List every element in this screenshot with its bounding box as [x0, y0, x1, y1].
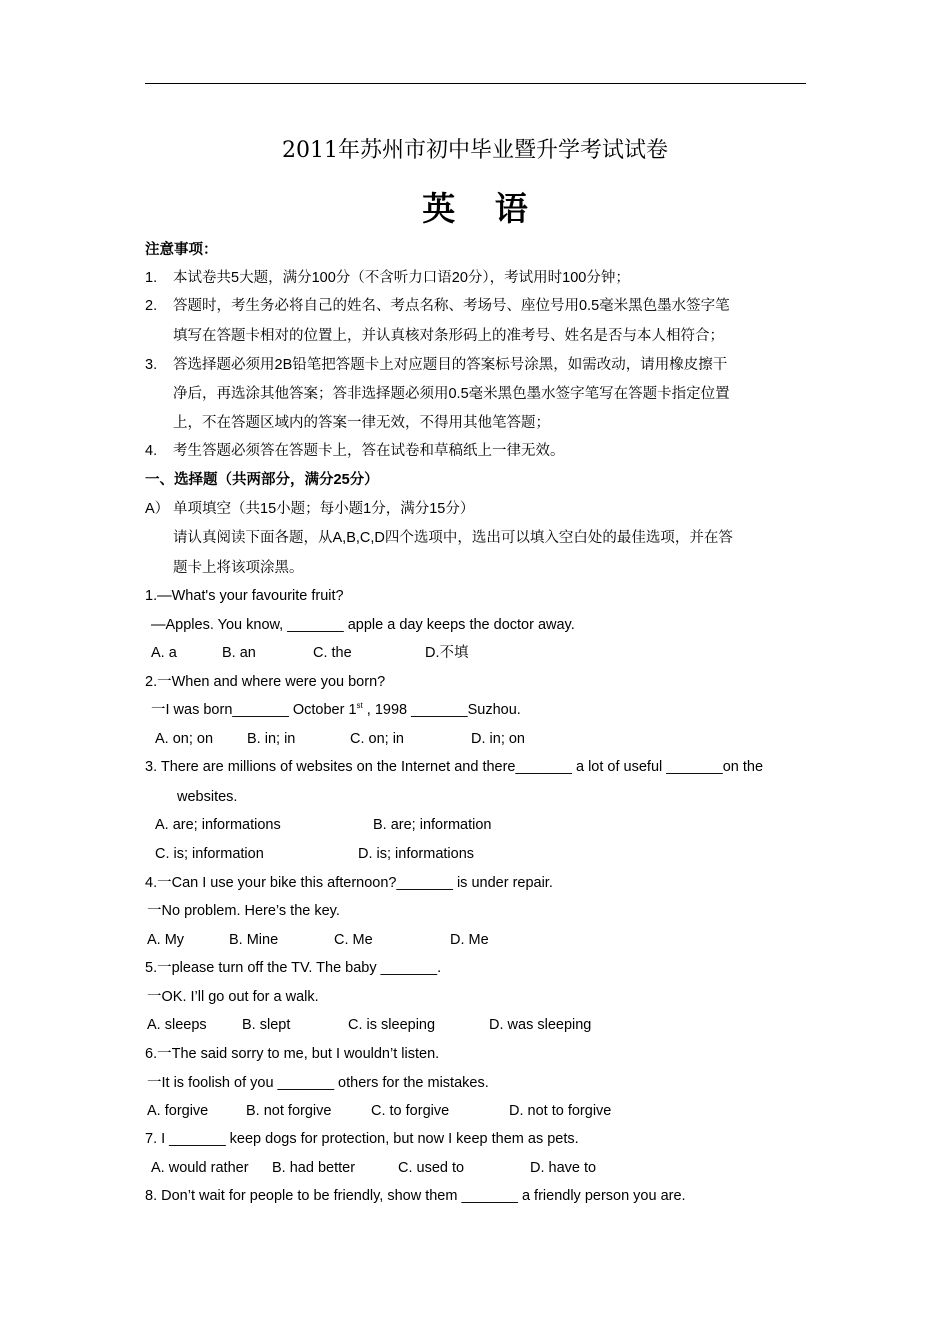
q2-reply [151, 700, 521, 720]
q7-option-d: D. have to [530, 1160, 597, 1176]
subject-title: 英 语 [422, 189, 542, 228]
q5-option-d: D. was sleeping [489, 1017, 592, 1033]
notice-num-1: 1. [145, 270, 158, 286]
q5-reply: 一OK. I’ll go out for a walk. [147, 989, 319, 1005]
notice-item-3-line3: 上，不在答题区域内的答案一律无效，不得用其他笔答题； [173, 415, 550, 431]
q2-stem: 2.一When and where were you born? [145, 674, 386, 690]
q2-reply-part2: , 1998 _______Suzhou. [362, 702, 521, 718]
q2-option-b: B. in; in [247, 731, 296, 747]
notice-item-2-line1: 答题时，考生务必将自己的姓名、考点名称、考场号、座位号用0.5毫米黑色墨水签字笔 [173, 298, 730, 314]
partA-label: A） [145, 501, 170, 517]
q7-stem: 7. I _______ keep dogs for protection, but now I keep them as pets. [145, 1131, 579, 1147]
notice-num-4: 4. [145, 443, 158, 459]
q5-option-b: B. slept [242, 1017, 291, 1033]
q5-stem: 5.一please turn off the TV. The baby _______. [145, 960, 442, 976]
q6-option-b: B. not forgive [246, 1103, 332, 1119]
q6-option-c: C. to forgive [371, 1103, 450, 1119]
q5-option-a: A. sleeps [147, 1017, 207, 1033]
notice-item-4: 考生答题必须答在答题卡上，答在试卷和草稿纸上一律无效。 [173, 443, 565, 459]
q7-option-c: C. used to [398, 1160, 465, 1176]
q3-option-c: C. is; information [155, 846, 264, 862]
q1-option-c: C. the [313, 645, 352, 661]
q2-reply-sup: st [356, 701, 363, 711]
q3-option-a: A. are; informations [155, 817, 281, 833]
notice-item-3-line1: 答选择题必须用2B铅笔把答题卡上对应题目的答案标号涂黑，如需改动，请用橡皮擦干 [173, 357, 728, 373]
q1-option-a: A. a [151, 645, 177, 661]
q3-stem-line1: 3. There are millions of websites on the Internet and there_______ a lot of useful _______on the [145, 759, 764, 775]
q1-stem: 1.—What's your favourite fruit? [145, 588, 344, 604]
q7-option-b: B. had better [272, 1160, 356, 1176]
q6-reply: 一It is foolish of you _______ others for the mistakes. [147, 1075, 489, 1091]
q1-option-b: B. an [222, 645, 256, 661]
q4-option-c: C. Me [334, 932, 373, 948]
q1-option-d: D.不填 [425, 645, 469, 661]
q7-option-a: A. would rather [151, 1160, 249, 1176]
exam-title: 2011年苏州市初中毕业暨升学考试试卷 [282, 138, 668, 163]
notice-heading: 注意事项： [145, 242, 218, 258]
notice-num-2: 2. [145, 298, 158, 314]
q4-option-b: B. Mine [229, 932, 279, 948]
q5-option-c: C. is sleeping [348, 1017, 436, 1033]
q3-option-d: D. is; informations [358, 846, 475, 862]
q6-option-a: A. forgive [147, 1103, 209, 1119]
q2-option-c: C. on; in [350, 731, 404, 747]
notice-item-1: 本试卷共5大题，满分100分（不含听力口语20分），考试用时100分钟； [173, 270, 630, 286]
q8-stem: 8. Don’t wait for people to be friendly, show them _______ a friendly person you are. [145, 1188, 686, 1204]
notice-item-3-line2: 净后，再选涂其他答案；答非选择题必须用0.5毫米黑色墨水签字笔写在答题卡指定位置 [173, 386, 730, 402]
q2-reply-part1: 一I was born_______ October 1 [151, 702, 357, 718]
partA-title: 单项填空（共15小题；每小题1分，满分15分） [173, 501, 475, 517]
partA-instruction-line2: 题卡上将该项涂黑。 [173, 560, 304, 576]
q3-option-b: B. are; information [373, 817, 492, 833]
notice-item-2-line2: 填写在答题卡相对的位置上，并认真核对条形码上的准考号、姓名是否与本人相符合； [173, 328, 724, 344]
section1-heading: 一、选择题（共两部分，满分25分） [145, 472, 379, 488]
header-rule [145, 83, 806, 84]
q6-option-d: D. not to forgive [509, 1103, 612, 1119]
partA-instruction-line1: 请认真阅读下面各题，从A,B,C,D四个选项中，选出可以填入空白处的最佳选项，并在答 [173, 530, 733, 546]
q4-stem: 4.一Can I use your bike this afternoon?_______ is under repair. [145, 875, 553, 891]
q6-stem: 6.一The said sorry to me, but I wouldn’t listen. [145, 1046, 440, 1062]
q2-option-a: A. on; on [155, 731, 214, 747]
q4-option-a: A. My [147, 932, 185, 948]
notice-num-3: 3. [145, 357, 158, 373]
q3-stem-line2: websites. [177, 789, 238, 805]
q4-option-d: D. Me [450, 932, 489, 948]
q4-reply: 一No problem. Here’s the key. [147, 903, 340, 919]
q2-option-d: D. in; on [471, 731, 525, 747]
q1-reply: —Apples. You know, _______ apple a day keeps the doctor away. [151, 617, 575, 633]
